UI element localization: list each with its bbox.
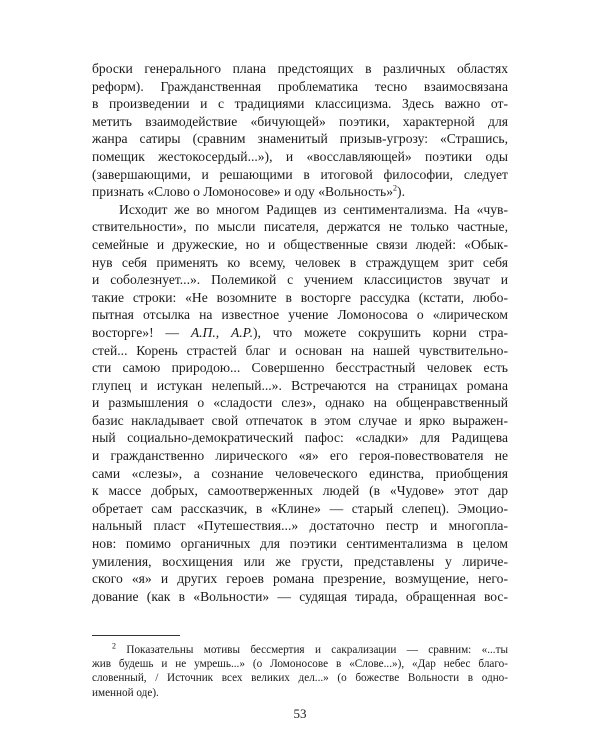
text-line: (завершающими, и решающими в итоговой философии, следует (92, 166, 508, 182)
text-line: помещик жестокосердый...»), и «восславляющей» поэтики оды (92, 148, 508, 164)
footnote-line: именной оде). (92, 686, 159, 699)
italic-initials: А.П., А.Р. (190, 324, 254, 340)
text-segment: Показательны мотивы бессмертия и сакрализации — сравним: «...ты (126, 644, 509, 656)
text-line: обретает сам рассказчик, в «Клине» — старый слепец). Эмоцио- (92, 500, 508, 516)
text-line: ствительности», по мысли писателя, держатся не только частные, (92, 219, 508, 235)
footnote (92, 643, 508, 700)
paragraph-start-line: Исходит же во многом Радищев из сентиментализма. На «чув- (119, 201, 508, 217)
text-segment: признать «Слово о Ломоносове» и оду «Вольность» (92, 184, 394, 200)
footnote-reference: 2 (393, 183, 398, 193)
footnote-divider (92, 635, 180, 636)
text-line: стей... Корень страстей благ и основан на нашей чувствительно- (92, 342, 508, 358)
text-line: ный социально-демократический пафос: «сладки» для Радищева (92, 430, 508, 446)
text-line: семейные и дружеские, но и общественные связи людей: «Обык- (92, 236, 508, 252)
text-line: дование (как в «Вольности» — судящая тирада, обращенная вос- (92, 588, 508, 604)
text-line: жанра сатиры (сравним знаменитый призыв-угрозу: «Страшись, (92, 131, 508, 147)
text-line: и соболезнует...». Полемикой с учением классицистов звучат и (92, 272, 508, 288)
main-text (92, 60, 508, 605)
text-line: ского «я» и других героев романа презрение, возмущение, него- (92, 571, 508, 587)
text-segment: ), что можете сокрушить корни стра- (253, 324, 509, 340)
text-line: реформ). Гражданственная проблематика тесно взаимосвязана (92, 78, 508, 94)
text-line: метить взаимодействие «бичующей» поэтики, характерной для (92, 113, 508, 129)
footnote-line: жив будешь и не умрешь...» (о Ломоносове в «Слове...»), «Дар небес благо- (92, 658, 508, 671)
text-line: сти самою природою... Совершенно бесстрастный человек есть (92, 360, 508, 376)
text-line: нув себя применять ко всему, человек в страждущем зрит себя (92, 254, 508, 270)
text-line: пытная отсылка на известное учение Ломоносова о «лирическом (92, 307, 508, 323)
text-line: такие строки: «Не возомните в восторге рассудка (кстати, любо- (92, 289, 508, 305)
text-line: и размышления о «сладости слез», однако на общенравственный (92, 395, 508, 411)
text-line (92, 324, 508, 342)
text-line: умиления, восхищения или же грусти, представлены у лириче- (92, 553, 508, 569)
text-line: к массе добрых, самоотверженных людей (в «Чудове» этот дар (92, 483, 508, 499)
text-line: и гражданственно лирического «я» его героя-повествователя не (92, 448, 508, 464)
page-number: 53 (293, 706, 307, 721)
text-line: нов: помимо органичных для поэтики сентиментализма в целом (92, 536, 508, 552)
text-line: сами «слезы», а сознание человеческого единства, приобщения (92, 465, 508, 481)
text-line: в произведении и с традициями классицизма. Здесь важно от- (92, 96, 508, 112)
text-line (92, 183, 508, 201)
text-line: глупец и истукан нелепый...». Встречаются на страницах романа (92, 377, 508, 393)
footnote-line (92, 643, 508, 657)
footnote-number: 2 (112, 641, 116, 651)
footnote-line: словенный, / Источник всех великих дел...» (о божестве Вольности в одно- (92, 672, 508, 685)
text-segment: восторге»! — (92, 324, 191, 340)
text-segment: ). (397, 184, 405, 200)
text-line: базис накладывает свой отпечаток в этом случае и ярко выражен- (92, 412, 508, 428)
text-line: броски генерального плана предстоящих в различных областях (92, 61, 508, 76)
text-line: нальный пласт «Путешествия...» достаточно пестр и многопла- (92, 518, 508, 534)
